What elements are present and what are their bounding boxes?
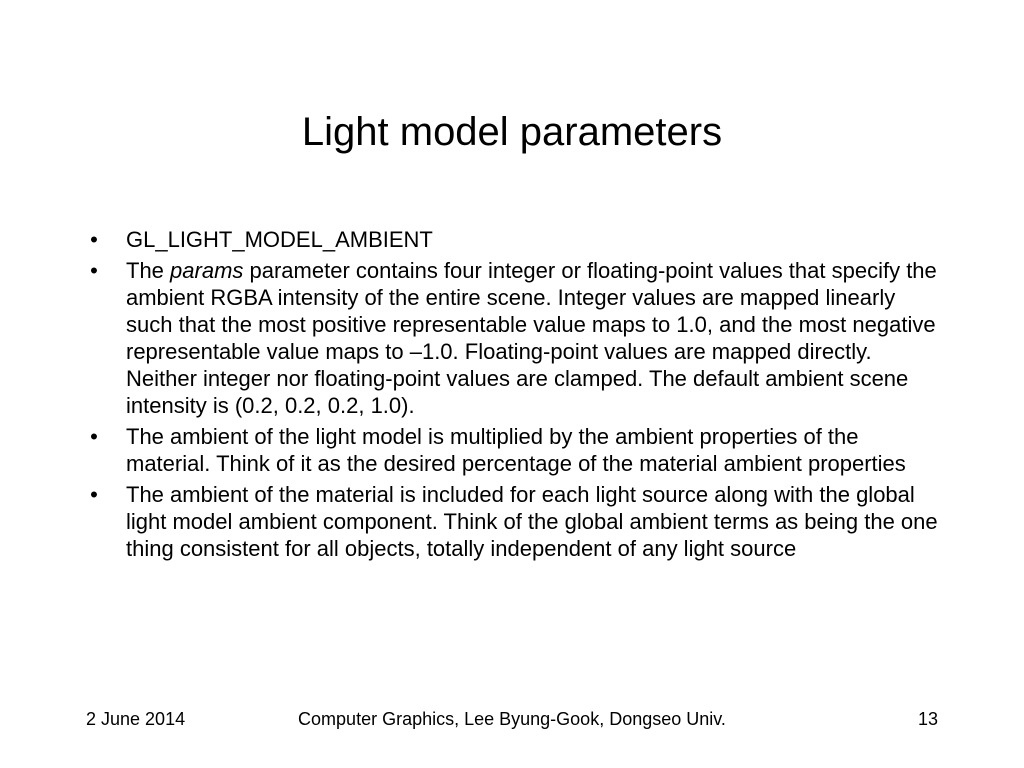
slide-footer [0, 704, 1024, 734]
bullet-text-4: The ambient of the material is included for each light source along with the global light model ambient component. Think of the global ambient terms as being the one thing consistent for all objects, totally independent of any light source [126, 482, 938, 561]
bullet-text-3: The ambient of the light model is multiplied by the ambient properties of the material. Think of it as the desired percentage of the material ambient properties [126, 424, 906, 476]
footer-date: 2 June 2014 [86, 709, 186, 729]
page-number: 13 [917, 709, 938, 729]
bullet-item-3 [84, 423, 944, 477]
bullet-item-2 [84, 257, 944, 419]
slide-title: Light model parameters [301, 110, 723, 154]
bullet-text-2-suffix: parameter contains four integer or floating-point values that specify the ambient RGBA intensity of the entire scene. Integer values are mapped linearly such that the most positive representable value maps to 1.0, and the most negative representable value maps to –1.0. Floating-point values are mapped directly. Neither integer nor floating-point values are clamped. The default ambient scene intensity is (0.2, 0.2, 0.2, 1.0). [126, 258, 937, 418]
footer-course: Computer Graphics, Lee Byung-Gook, Dongseo Univ. [298, 709, 726, 729]
bullet-list [84, 226, 944, 566]
bullet-item-4 [84, 481, 944, 562]
params-term: params [170, 258, 244, 283]
bullet-text-2-prefix: The [126, 258, 171, 283]
bullet-item-1 [84, 226, 944, 253]
bullet-symbol: • [90, 482, 98, 507]
bullet-symbol: • [90, 227, 98, 252]
bullet-text-1: GL_LIGHT_MODEL_AMBIENT [126, 227, 433, 252]
bullet-symbol: • [90, 258, 98, 283]
bullet-symbol: • [90, 424, 98, 449]
bullet-text-2 [126, 258, 937, 418]
